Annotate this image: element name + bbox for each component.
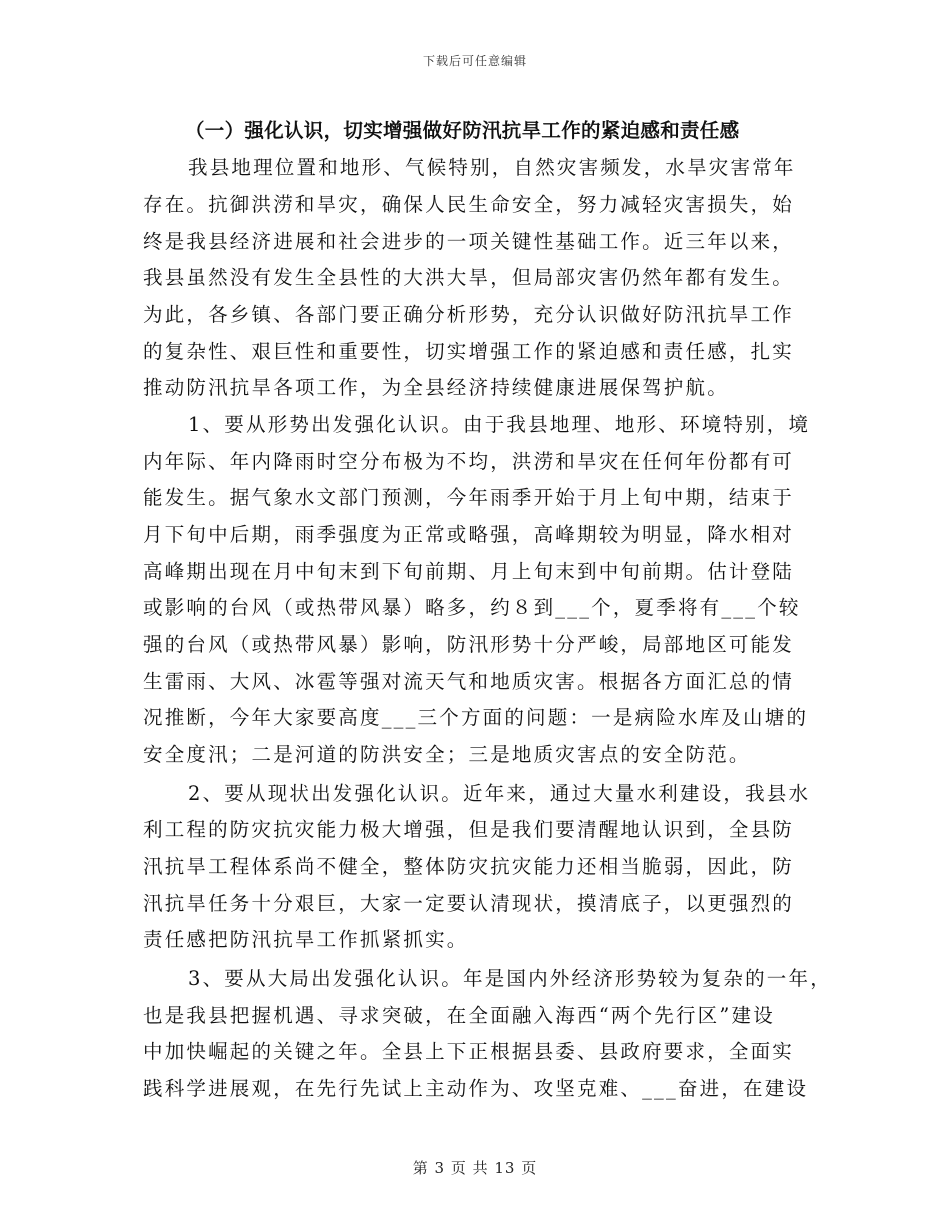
- page-header: 下载后可任意编辑: [422, 54, 527, 68]
- paragraph-line: 或影响的台风（或热带风暴）略多，约８到___个，夏季将有___个较: [143, 596, 801, 619]
- paragraph-line: 推动防汛抗旱各项工作，为全县经济持续健康进展保驾护航。: [143, 376, 729, 399]
- paragraph-line: 我县地理位置和地形、气候特别，自然灾害频发，水旱灾害常年: [188, 156, 796, 179]
- paragraph-line: 中加快崛起的关键之年。全县上下正根据县委、县政府要求，全面实: [143, 1040, 795, 1063]
- page-footer: 第 3 页 共 13 页: [412, 1159, 538, 1177]
- paragraph-line: 汛抗旱任务十分艰巨，大家一定要认清现状，摸清底子，以更强烈的: [143, 892, 795, 915]
- paragraph-line: 月下旬中后期，雨季强度为正常或略强，高峰期较为明显，降水相对: [143, 523, 795, 546]
- paragraph-line: 为此，各乡镇、各部门要正确分析形势，充分认识做好防汛抗旱工作: [143, 303, 795, 326]
- paragraph-line: 责任感把防汛抗旱工作抓紧抓实。: [143, 928, 469, 951]
- paragraph-line: 的复杂性、艰巨性和重要性，切实增强工作的紧迫感和责任感，扎实: [143, 340, 795, 363]
- paragraph-line: 存在。抗御洪涝和旱灾，确保人民生命安全，努力减轻灾害损失，始: [143, 193, 795, 216]
- paragraph-line: 终是我县经济进展和社会进步的一项关键性基础工作。近三年以来，: [143, 230, 795, 253]
- paragraph-line: 1、要从形势出发强化认识。由于我县地理、地形、环境特别，境: [188, 413, 811, 436]
- paragraph-line: 安全度汛；二是河道的防洪安全；三是地质灾害点的安全防范。: [143, 743, 751, 766]
- paragraph-line: 3、要从大局出发强化认识。年是国内外经济形势较为复杂的一年，: [188, 967, 832, 990]
- paragraph-line: 能发生。据气象水文部门预测，今年雨季开始于月上旬中期，结束于: [143, 486, 795, 509]
- paragraph-line: 况推断，今年大家要高度___三个方面的问题：一是病险水库及山塘的: [143, 706, 809, 729]
- paragraph-line: 内年际、年内降雨时空分布极为不均，洪涝和旱灾在任何年份都有可: [143, 450, 795, 473]
- paragraph-line: 也是我县把握机遇、寻求突破，在全面融入海西“两个先行区”建设: [143, 1004, 775, 1027]
- paragraph-line: 汛抗旱工程体系尚不健全，整体防灾抗灾能力还相当脆弱，因此，防: [143, 855, 795, 878]
- paragraph-line: 践科学进展观，在先行先试上主动作为、攻坚克难、___奋进，在建设: [143, 1077, 809, 1100]
- paragraph-line: 强的台风（或热带风暴）影响，防汛形势十分严峻，局部地区可能发: [143, 633, 795, 656]
- paragraph-line: 利工程的防灾抗灾能力极大增强，但是我们要清醒地认识到，全县防: [143, 818, 795, 841]
- paragraph-line: 高峰期出现在月中旬末到下旬前期、月上旬末到中旬前期。估计登陆: [143, 560, 795, 583]
- section-title: （一）强化认识，切实增强做好防汛抗旱工作的紧迫感和责任感: [185, 119, 740, 142]
- paragraph-line: 2、要从现状出发强化认识。近年来，通过大量水利建设，我县水: [188, 782, 811, 805]
- paragraph-line: 我县虽然没有发生全县性的大洪大旱，但局部灾害仍然年都有发生。: [143, 266, 795, 289]
- paragraph-line: 生雷雨、大风、冰雹等强对流天气和地质灾害。根据各方面汇总的情: [143, 670, 795, 693]
